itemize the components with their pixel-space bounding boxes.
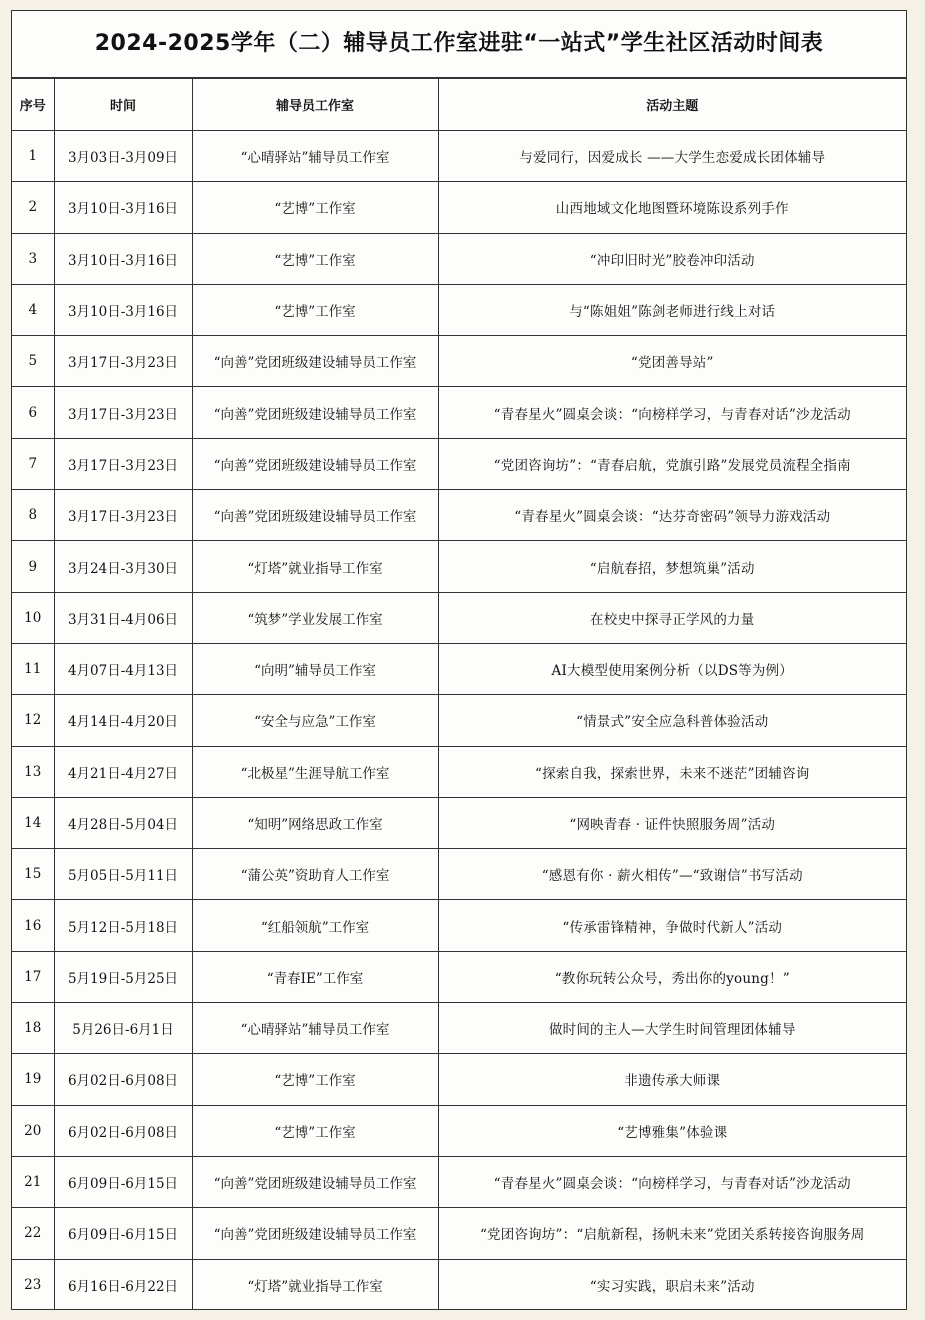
cell-time: 3月10日-3月16日 xyxy=(54,182,192,233)
table-row xyxy=(12,849,906,900)
cell-room: “向善”党团班级建设辅导员工作室 xyxy=(192,438,438,489)
cell-room: “北极星”生涯导航工作室 xyxy=(192,746,438,797)
cell-no: 3 xyxy=(12,233,54,284)
cell-theme: “青春星火”圆桌会谈：“达芬奇密码”领导力游戏活动 xyxy=(438,490,906,541)
cell-no: 10 xyxy=(12,592,54,643)
cell-theme: “传承雷锋精神，争做时代新人”活动 xyxy=(438,900,906,951)
cell-room: “艺博”工作室 xyxy=(192,1105,438,1156)
cell-room: “知明”网络思政工作室 xyxy=(192,797,438,848)
table-row xyxy=(12,1259,906,1310)
cell-theme: 非遗传承大师课 xyxy=(438,1054,906,1105)
cell-no: 19 xyxy=(12,1054,54,1105)
table-row xyxy=(12,1054,906,1105)
table-row xyxy=(12,131,906,182)
cell-room: “向善”党团班级建设辅导员工作室 xyxy=(192,1208,438,1259)
cell-no: 21 xyxy=(12,1156,54,1207)
cell-theme: AI大模型使用案例分析（以DS等为例） xyxy=(438,643,906,694)
cell-theme: “党团咨询坊”：“青春启航，党旗引路”发展党员流程全指南 xyxy=(438,438,906,489)
cell-time: 3月17日-3月23日 xyxy=(54,490,192,541)
table-body xyxy=(12,131,906,1310)
table-row xyxy=(12,1105,906,1156)
table-row xyxy=(12,797,906,848)
cell-room: “艺博”工作室 xyxy=(192,233,438,284)
table-row xyxy=(12,284,906,335)
cell-time: 3月10日-3月16日 xyxy=(54,284,192,335)
cell-room: “筑梦”学业发展工作室 xyxy=(192,592,438,643)
cell-time: 5月12日-5月18日 xyxy=(54,900,192,951)
table-row xyxy=(12,900,906,951)
cell-time: 3月17日-3月23日 xyxy=(54,387,192,438)
table-row xyxy=(12,541,906,592)
cell-time: 3月31日-4月06日 xyxy=(54,592,192,643)
cell-theme: “教你玩转公众号，秀出你的young！” xyxy=(438,951,906,1002)
cell-time: 3月03日-3月09日 xyxy=(54,131,192,182)
table-row xyxy=(12,592,906,643)
cell-no: 2 xyxy=(12,182,54,233)
cell-time: 6月09日-6月15日 xyxy=(54,1208,192,1259)
cell-no: 11 xyxy=(12,643,54,694)
table-row xyxy=(12,695,906,746)
cell-room: “安全与应急”工作室 xyxy=(192,695,438,746)
cell-time: 5月19日-5月25日 xyxy=(54,951,192,1002)
cell-room: “心晴驿站”辅导员工作室 xyxy=(192,131,438,182)
cell-time: 4月21日-4月27日 xyxy=(54,746,192,797)
cell-no: 7 xyxy=(12,438,54,489)
cell-time: 6月02日-6月08日 xyxy=(54,1054,192,1105)
cell-room: “向善”党团班级建设辅导员工作室 xyxy=(192,336,438,387)
table-row xyxy=(12,336,906,387)
table-row xyxy=(12,1003,906,1054)
cell-no: 22 xyxy=(12,1208,54,1259)
cell-time: 4月14日-4月20日 xyxy=(54,695,192,746)
cell-room: “心晴驿站”辅导员工作室 xyxy=(192,1003,438,1054)
cell-no: 15 xyxy=(12,849,54,900)
cell-no: 14 xyxy=(12,797,54,848)
header-no: 序号 xyxy=(12,79,54,131)
header-theme: 活动主题 xyxy=(438,79,906,131)
header-room: 辅导员工作室 xyxy=(192,79,438,131)
cell-theme: 做时间的主人—大学生时间管理团体辅导 xyxy=(438,1003,906,1054)
table-row xyxy=(12,951,906,1002)
cell-no: 13 xyxy=(12,746,54,797)
header-time: 时间 xyxy=(54,79,192,131)
cell-no: 17 xyxy=(12,951,54,1002)
cell-room: “向善”党团班级建设辅导员工作室 xyxy=(192,490,438,541)
cell-theme: 在校史中探寻正学风的力量 xyxy=(438,592,906,643)
cell-theme: “青春星火”圆桌会谈：“向榜样学习，与青春对话”沙龙活动 xyxy=(438,1156,906,1207)
cell-no: 16 xyxy=(12,900,54,951)
cell-theme: “探索自我，探索世界，未来不迷茫”团辅咨询 xyxy=(438,746,906,797)
table-row xyxy=(12,1156,906,1207)
cell-theme: “情景式”安全应急科普体验活动 xyxy=(438,695,906,746)
cell-time: 3月17日-3月23日 xyxy=(54,438,192,489)
cell-time: 3月24日-3月30日 xyxy=(54,541,192,592)
cell-theme: “感恩有你 · 薪火相传”—“致谢信”书写活动 xyxy=(438,849,906,900)
cell-no: 9 xyxy=(12,541,54,592)
table-row xyxy=(12,438,906,489)
cell-no: 1 xyxy=(12,131,54,182)
cell-theme: “党团善导站” xyxy=(438,336,906,387)
table-header-row xyxy=(12,79,906,131)
table-row xyxy=(12,490,906,541)
cell-room: “艺博”工作室 xyxy=(192,182,438,233)
table-row xyxy=(12,233,906,284)
cell-theme: 与“陈姐姐”陈剑老师进行线上对话 xyxy=(438,284,906,335)
schedule-table xyxy=(12,78,906,1310)
cell-no: 4 xyxy=(12,284,54,335)
cell-no: 5 xyxy=(12,336,54,387)
cell-theme: “网映青春 · 证件快照服务周”活动 xyxy=(438,797,906,848)
cell-theme: 山西地域文化地图暨环境陈设系列手作 xyxy=(438,182,906,233)
table-row xyxy=(12,182,906,233)
cell-no: 20 xyxy=(12,1105,54,1156)
table-row xyxy=(12,1208,906,1259)
cell-room: “青春IE”工作室 xyxy=(192,951,438,1002)
cell-time: 3月17日-3月23日 xyxy=(54,336,192,387)
cell-theme: “党团咨询坊”：“启航新程，扬帆未来”党团关系转接咨询服务周 xyxy=(438,1208,906,1259)
table-row xyxy=(12,746,906,797)
cell-time: 6月02日-6月08日 xyxy=(54,1105,192,1156)
cell-room: “灯塔”就业指导工作室 xyxy=(192,1259,438,1310)
cell-room: “向明”辅导员工作室 xyxy=(192,643,438,694)
page-title: 2024-2025学年（二）辅导员工作室进驻“一站式”学生社区活动时间表 xyxy=(12,11,906,78)
cell-time: 5月26日-6月1日 xyxy=(54,1003,192,1054)
cell-no: 8 xyxy=(12,490,54,541)
cell-time: 5月05日-5月11日 xyxy=(54,849,192,900)
cell-theme: “艺博雅集”体验课 xyxy=(438,1105,906,1156)
cell-no: 18 xyxy=(12,1003,54,1054)
cell-theme: “启航春招，梦想筑巢”活动 xyxy=(438,541,906,592)
table-row xyxy=(12,387,906,438)
table-row xyxy=(12,643,906,694)
cell-theme: “青春星火”圆桌会谈：“向榜样学习，与青春对话”沙龙活动 xyxy=(438,387,906,438)
cell-room: “蒲公英”资助育人工作室 xyxy=(192,849,438,900)
cell-time: 6月16日-6月22日 xyxy=(54,1259,192,1310)
cell-no: 23 xyxy=(12,1259,54,1310)
cell-time: 4月07日-4月13日 xyxy=(54,643,192,694)
cell-room: “艺博”工作室 xyxy=(192,284,438,335)
cell-time: 4月28日-5月04日 xyxy=(54,797,192,848)
cell-room: “红船领航”工作室 xyxy=(192,900,438,951)
cell-theme: “实习实践，职启未来”活动 xyxy=(438,1259,906,1310)
cell-room: “灯塔”就业指导工作室 xyxy=(192,541,438,592)
schedule-sheet xyxy=(11,10,907,1310)
cell-room: “向善”党团班级建设辅导员工作室 xyxy=(192,387,438,438)
cell-no: 12 xyxy=(12,695,54,746)
cell-no: 6 xyxy=(12,387,54,438)
cell-theme: “冲印旧时光”胶卷冲印活动 xyxy=(438,233,906,284)
cell-time: 6月09日-6月15日 xyxy=(54,1156,192,1207)
cell-theme: 与爱同行，因爱成长 ——大学生恋爱成长团体辅导 xyxy=(438,131,906,182)
cell-room: “向善”党团班级建设辅导员工作室 xyxy=(192,1156,438,1207)
cell-time: 3月10日-3月16日 xyxy=(54,233,192,284)
cell-room: “艺博”工作室 xyxy=(192,1054,438,1105)
